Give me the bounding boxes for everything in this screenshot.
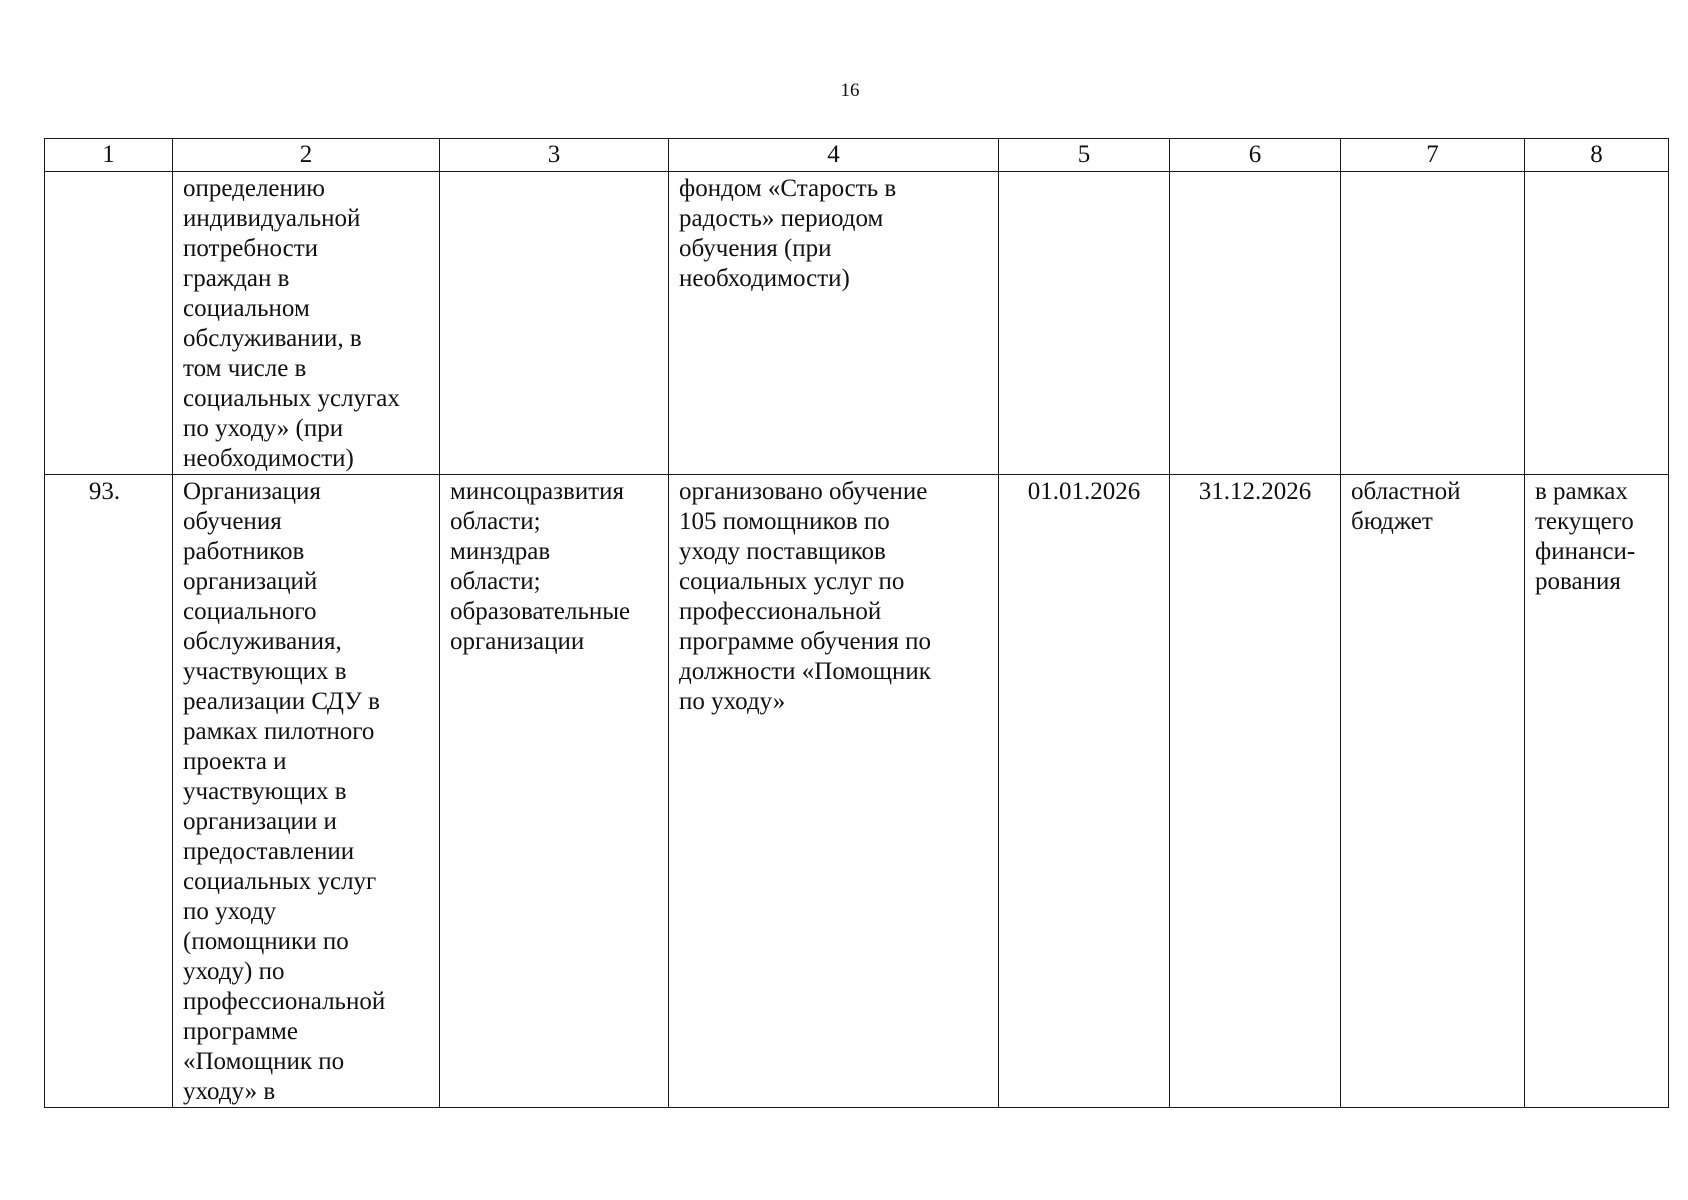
activity-name-cell: определению индивидуальной потребности граждан в социальном обслуживании, в том числе в социальных услугах по уходу» (при необходимости) <box>173 172 440 475</box>
header-row <box>45 139 1669 172</box>
row-number-cell <box>45 172 173 475</box>
start-date-cell: 01.01.2026 <box>999 475 1170 1108</box>
column-number-3: 3 <box>440 139 669 172</box>
row-number-cell: 93. <box>45 475 173 1108</box>
table-row <box>45 172 1669 475</box>
page-number: 16 <box>840 80 860 101</box>
column-number-1: 1 <box>45 139 173 172</box>
end-date-cell: 31.12.2026 <box>1170 475 1341 1108</box>
column-number-8: 8 <box>1525 139 1669 172</box>
executors-cell: минсоцразвития области; минздрав области; образовательные организации <box>440 475 669 1108</box>
result-cell: организовано обучение 105 помощников по уходу поставщиков социальных услуг по профессиональной программе обучения по должности «Помощник по уходу» <box>669 475 999 1108</box>
plan-table <box>44 138 1669 1108</box>
result-cell: фондом «Старость в радость» периодом обучения (при необходимости) <box>669 172 999 475</box>
source-cell: областной бюджет <box>1341 475 1525 1108</box>
column-number-4: 4 <box>669 139 999 172</box>
end-date-cell <box>1170 172 1341 475</box>
activity-name-cell: Организация обучения работников организаций социального обслуживания, участвующих в реализации СДУ в рамках пилотного проекта и участвующих в организации и предоставлении социальных услуг по уходу (помощники по уходу) по профессиональной программе «Помощник по уходу» в <box>173 475 440 1108</box>
column-number-6: 6 <box>1170 139 1341 172</box>
column-number-5: 5 <box>999 139 1170 172</box>
executors-cell <box>440 172 669 475</box>
column-number-7: 7 <box>1341 139 1525 172</box>
source-cell <box>1341 172 1525 475</box>
start-date-cell <box>999 172 1170 475</box>
table-row <box>45 475 1669 1108</box>
funding-cell: в рамках текущего финанси- рования <box>1525 475 1669 1108</box>
funding-cell <box>1525 172 1669 475</box>
column-number-2: 2 <box>173 139 440 172</box>
